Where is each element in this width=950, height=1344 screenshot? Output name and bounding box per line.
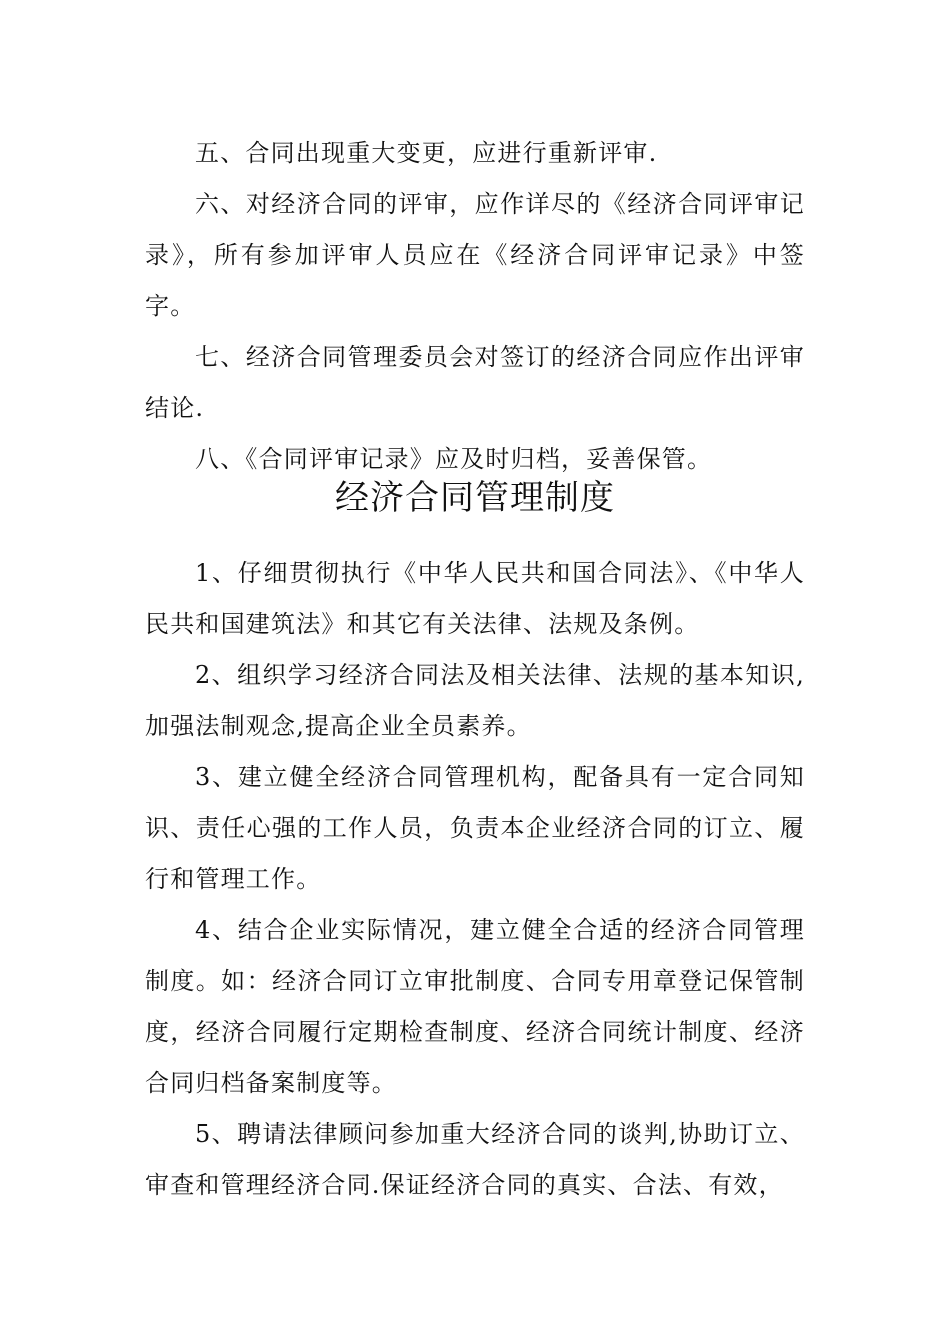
clause-6: 六、对经济合同的评审，应作详尽的《经济合同评审记录》，所有参加评审人员应在《经济合同评审记录》中签字。 (145, 190, 805, 320)
rule-item-3: 3、建立健全经济合同管理机构，配备具有一定合同知识、责任心强的工作人员，负责本企业经济合同的订立、履行和管理工作。 (145, 763, 805, 893)
rule-item-5: 5、聘请法律顾问参加重大经济合同的谈判,协助订立、审查和管理经济合同.保证经济合同的真实、合法、有效， (145, 1120, 805, 1199)
section-title: 经济合同管理制度 (335, 478, 615, 518)
clause-7: 七、经济合同管理委员会对签订的经济合同应作出评审结论. (145, 343, 805, 422)
clause-list-top (145, 128, 805, 485)
clause-list-bottom (145, 548, 805, 1211)
rule-item-4: 4、结合企业实际情况，建立健全合适的经济合同管理制度。如：经济合同订立审批制度、合同专用章登记保管制度，经济合同履行定期检查制度、经济合同统计制度、经济合同归档备案制度等。 (145, 916, 805, 1097)
rule-item-1: 1、仔细贯彻执行《中华人民共和国合同法》、《中华人民共和国建筑法》和其它有关法律、法规及条例。 (145, 559, 805, 638)
clause-5: 五、合同出现重大变更，应进行重新评审. (195, 139, 658, 167)
rule-item-2: 2、组织学习经济合同法及相关法律、法规的基本知识,加强法制观念,提高企业全员素养。 (145, 661, 805, 740)
clause-8: 八、《合同评审记录》应及时归档，妥善保管。 (195, 445, 713, 473)
